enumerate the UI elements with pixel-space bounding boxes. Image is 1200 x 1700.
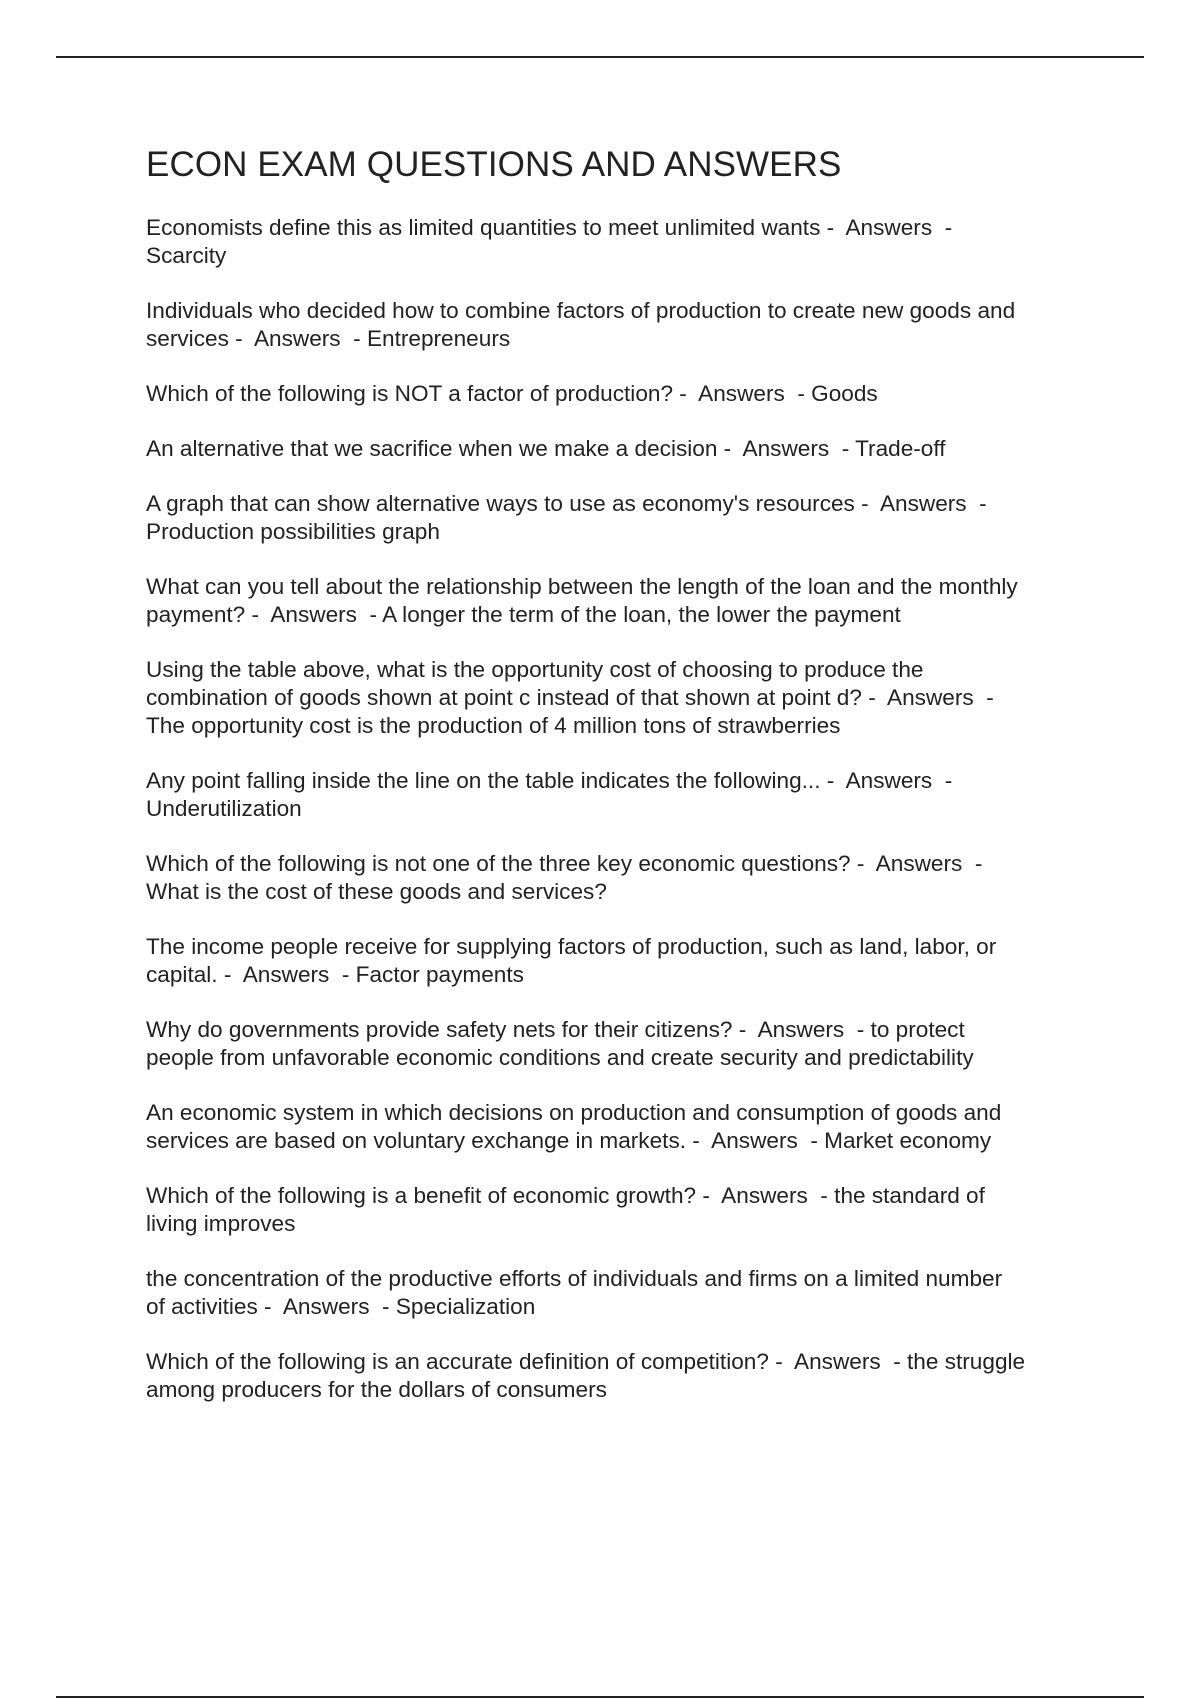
qa-item: Using the table above, what is the opportunity cost of choosing to produce the combination of goods shown at point c instead of that shown at point d? - Answers - The opportunity cost is the production of 4 million tons of strawberries <box>146 657 994 738</box>
qa-item: Individuals who decided how to combine factors of production to create new goods and services - Answers - Entrepreneurs <box>146 298 1016 351</box>
qa-item: Any point falling inside the line on the table indicates the following... - Answers - Underutilization <box>146 768 953 821</box>
bottom-rule <box>56 1696 1144 1698</box>
qa-item: The income people receive for supplying factors of production, such as land, labor, or capital. - Answers - Factor payments <box>146 934 997 987</box>
qa-item: Which of the following is an accurate definition of competition? - Answers - the struggle among producers for the dollars of consumers <box>146 1349 1026 1402</box>
qa-item: What can you tell about the relationship between the length of the loan and the monthly payment? - Answers - A longer the term of the loan, the lower the payment <box>146 574 1018 627</box>
document-title: ECON EXAM QUESTIONS AND ANSWERS <box>146 145 842 184</box>
document-body <box>146 140 1096 1431</box>
qa-item: Economists define this as limited quantities to meet unlimited wants - Answers - Scarcity <box>146 215 953 268</box>
qa-item: A graph that can show alternative ways to use as economy's resources - Answers - Production possibilities graph <box>146 491 987 544</box>
qa-item: the concentration of the productive efforts of individuals and firms on a limited number of activities - Answers - Specialization <box>146 1266 1003 1319</box>
top-rule <box>56 56 1144 58</box>
qa-item: An economic system in which decisions on production and consumption of goods and services are based on voluntary exchange in markets. - Answers - Market economy <box>146 1100 1002 1153</box>
qa-item: Which of the following is not one of the three key economic questions? - Answers - What is the cost of these goods and services? <box>146 851 983 904</box>
qa-item: Which of the following is NOT a factor of production? - Answers - Goods <box>146 381 878 406</box>
qa-item: Why do governments provide safety nets for their citizens? - Answers - to protect people from unfavorable economic conditions and create security and predictability <box>146 1017 974 1070</box>
qa-item: An alternative that we sacrifice when we make a decision - Answers - Trade-off <box>146 436 946 461</box>
qa-item: Which of the following is a benefit of economic growth? - Answers - the standard of living improves <box>146 1183 985 1236</box>
